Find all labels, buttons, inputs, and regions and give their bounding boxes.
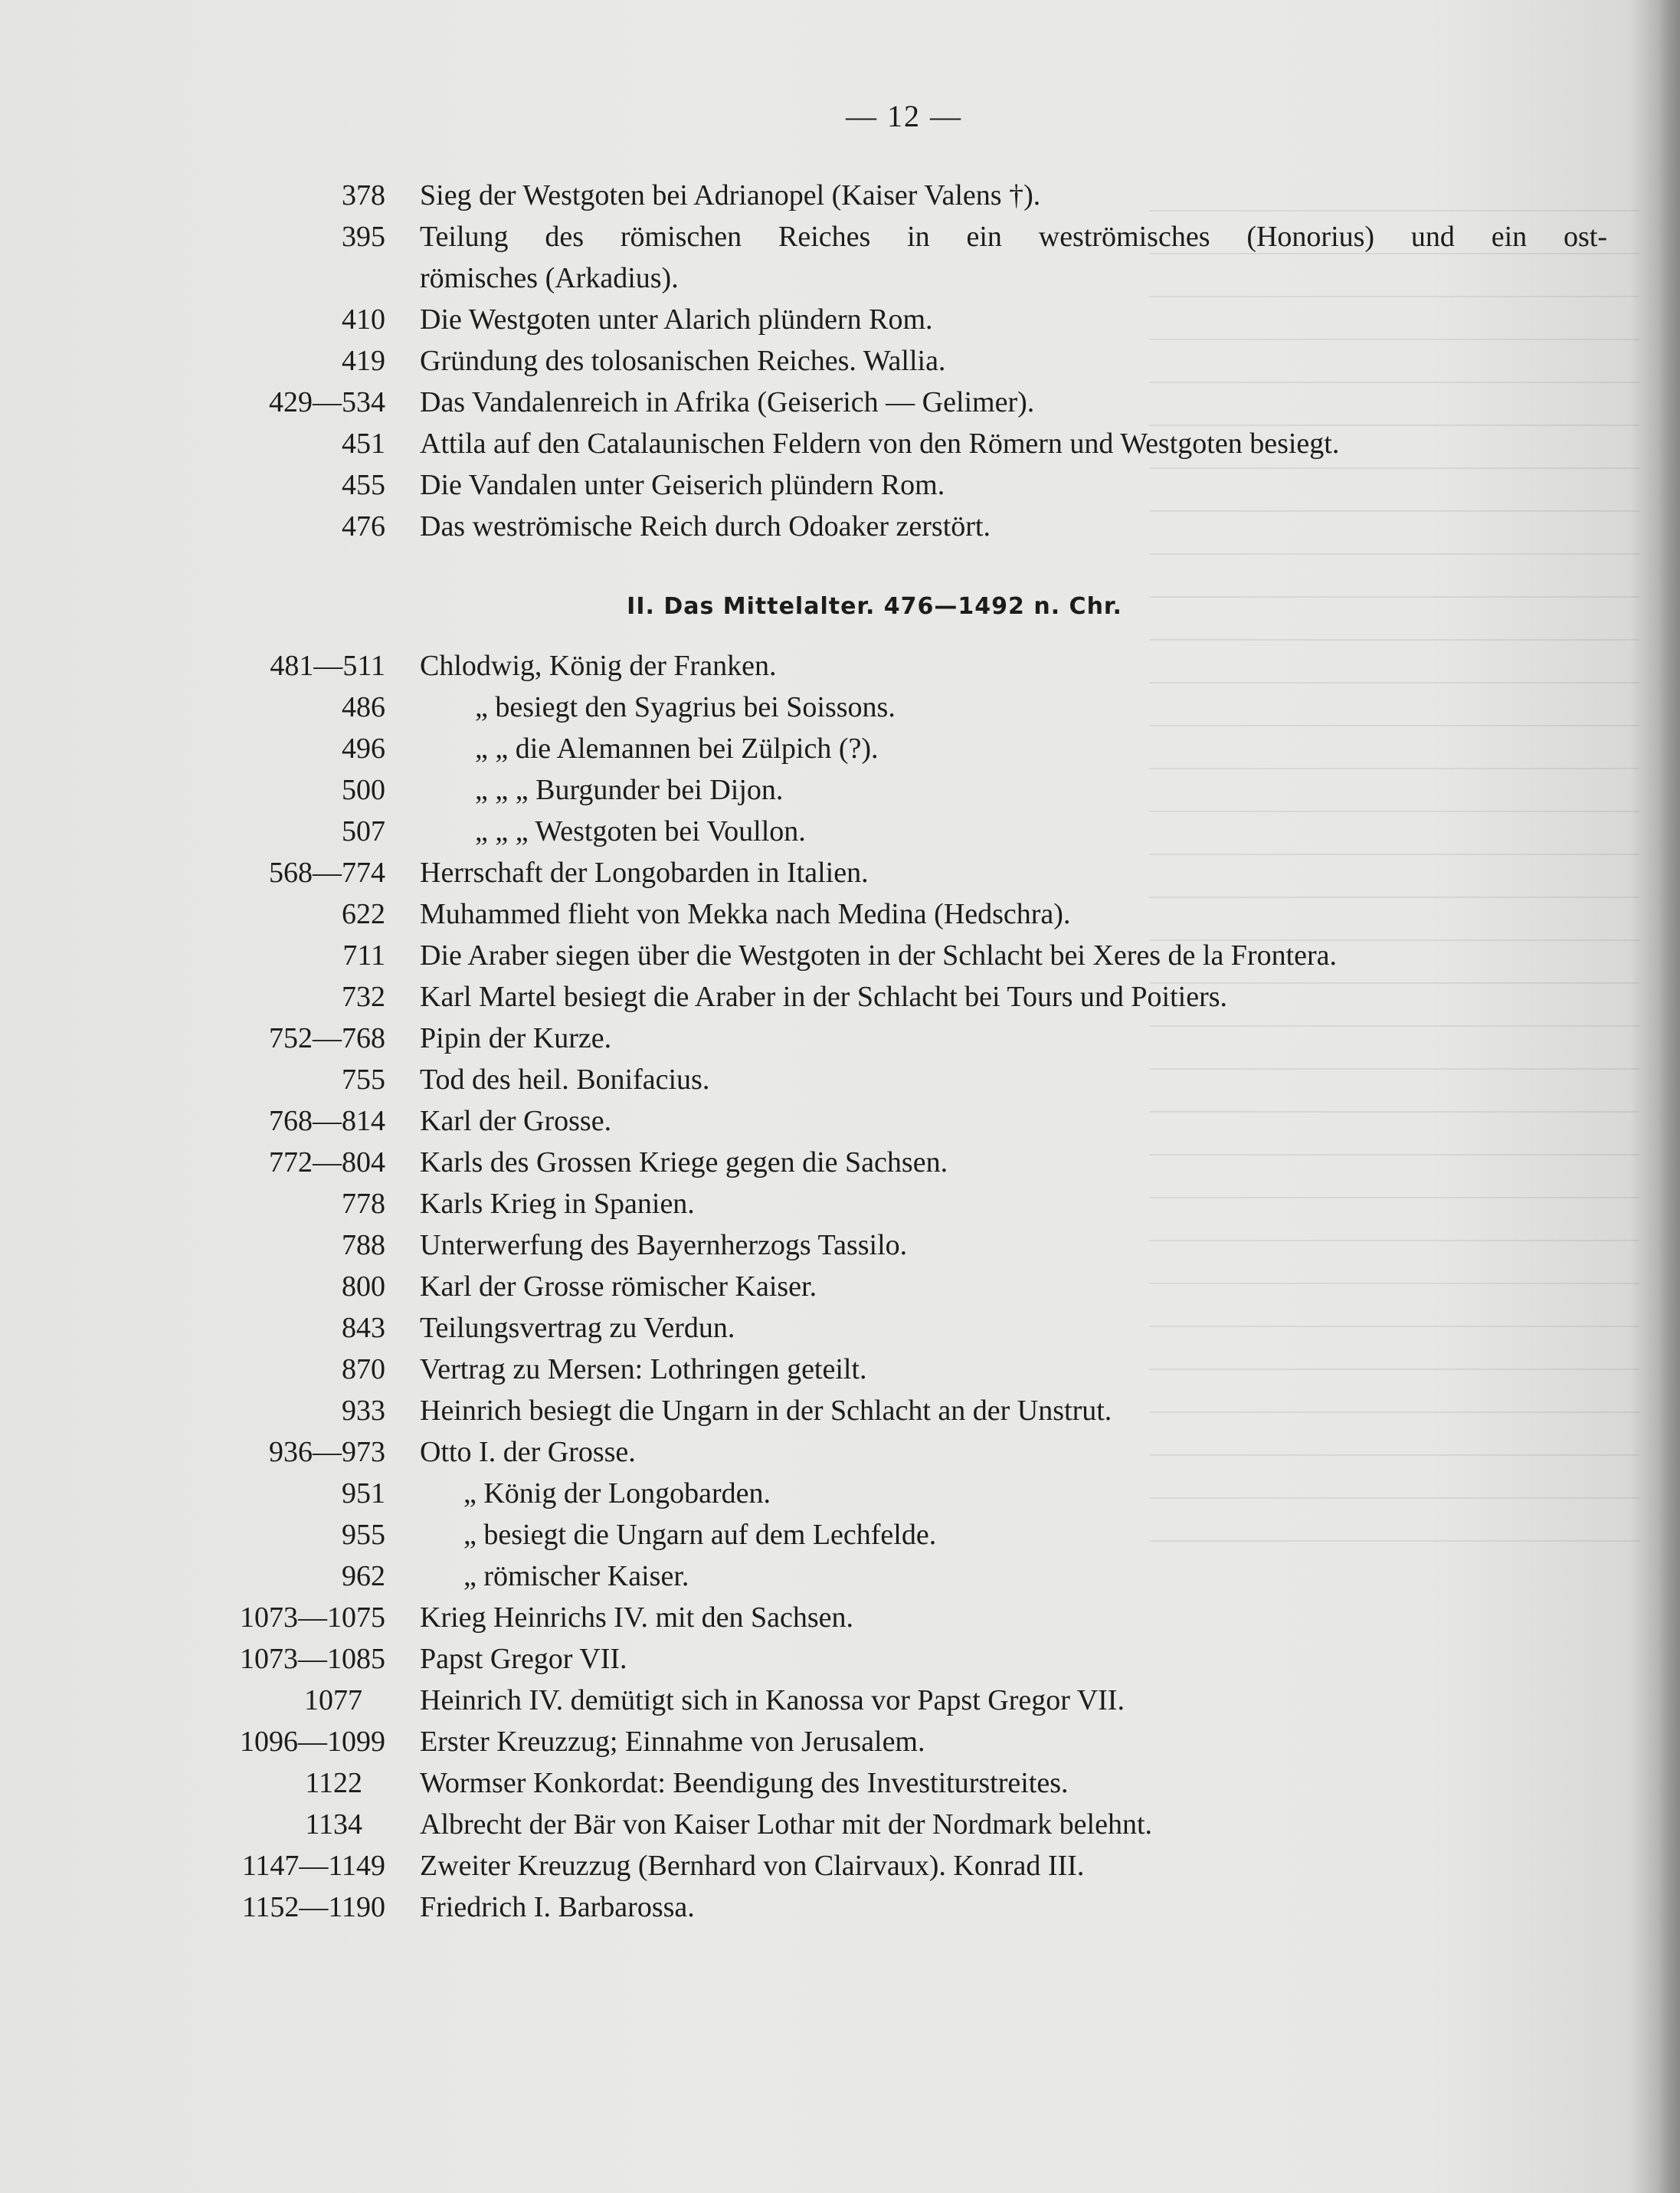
entry-text: Gründung des tolosanischen Reiches. Wallia. [420, 345, 946, 377]
entry-year: 476 [342, 510, 385, 543]
entry-text: Teilungsvertrag zu Verdun. [420, 1312, 735, 1344]
entry-year: 962 [342, 1560, 385, 1592]
entry-text: Karls des Grossen Kriege gegen die Sachsen. [420, 1146, 948, 1178]
entry-year: 481—511 [270, 650, 385, 682]
entry-text: „ besiegt den Syagrius bei Soissons. [475, 691, 896, 723]
entry-text: Muhammed flieht von Mekka nach Medina (Hedschra). [420, 898, 1071, 930]
chronology-entry [0, 299, 1680, 340]
chronology-entry [0, 1349, 1680, 1390]
chronology-entry [0, 893, 1680, 935]
entry-year: 936—973 [269, 1436, 385, 1468]
entry-text: Die Westgoten unter Alarich plündern Rom. [420, 303, 933, 336]
chronology-entry [0, 1183, 1680, 1224]
entry-year: 1073—1085 [240, 1643, 385, 1675]
chronology-entry [0, 1514, 1680, 1555]
chronology-entry [0, 1431, 1680, 1473]
entry-year: 496 [342, 733, 385, 765]
chronology-entry [0, 1059, 1680, 1100]
entry-text: „ „ die Alemannen bei Zülpich (?). [475, 733, 879, 765]
chronology-entry [0, 216, 1680, 257]
entry-text: Teilung des römischen Reiches in ein weströmisches (Honorius) und ein ost- [420, 221, 1607, 253]
entry-text: Das Vandalenreich in Afrika (Geiserich — Gelimer). [420, 386, 1035, 418]
chronology-entry [0, 1597, 1680, 1638]
chronology-entry [0, 687, 1680, 728]
entry-text: Heinrich IV. demütigt sich in Kanossa vor Papst Gregor VII. [420, 1684, 1125, 1716]
entry-year: 752—768 [269, 1022, 385, 1054]
entry-year: 1134 [305, 1808, 362, 1841]
entry-text: „ besiegt die Ungarn auf dem Lechfelde. [463, 1519, 937, 1551]
chronology-entry [0, 1680, 1680, 1721]
entry-text: Zweiter Kreuzzug (Bernhard von Clairvaux). Konrad III. [420, 1850, 1085, 1882]
entry-year: 378 [342, 179, 385, 211]
chronology-entry [0, 1142, 1680, 1183]
entry-text: Albrecht der Bär von Kaiser Lothar mit der Nordmark belehnt. [420, 1808, 1153, 1841]
entry-text: Friedrich I. Barbarossa. [420, 1891, 695, 1923]
entry-text: Die Vandalen unter Geiserich plündern Rom. [420, 469, 945, 501]
entry-text: Die Araber siegen über die Westgoten in der Schlacht bei Xeres de la Frontera. [420, 939, 1338, 972]
entry-year: 622 [342, 898, 385, 930]
entry-text: Tod des heil. Bonifacius. [420, 1064, 710, 1096]
chronology-entry [0, 728, 1680, 769]
entry-text: Papst Gregor VII. [420, 1643, 627, 1675]
entry-year: 419 [342, 345, 385, 377]
entry-year: 1147—1149 [241, 1850, 385, 1882]
entry-year: 429—534 [269, 386, 385, 418]
entry-year: 486 [342, 691, 385, 723]
chronology-entry [0, 645, 1680, 687]
entry-year: 410 [342, 303, 385, 336]
entry-year: 778 [342, 1188, 385, 1220]
chronology-entry [0, 382, 1680, 423]
chronology-entry [0, 1266, 1680, 1307]
chronology-entry [0, 935, 1680, 976]
chronology-entry [0, 1555, 1680, 1597]
entry-text: Herrschaft der Longobarden in Italien. [420, 857, 869, 889]
chronology-entry [0, 1224, 1680, 1266]
entry-text: Unterwerfung des Bayernherzogs Tassilo. [420, 1229, 908, 1261]
section-heading: II. Das Mittelalter. 476—1492 n. Chr. [627, 593, 1122, 620]
entry-text: römisches (Arkadius). [420, 262, 679, 294]
entry-text: „ „ „ Westgoten bei Voullon. [475, 815, 806, 847]
chronology-entry [0, 506, 1680, 547]
chronology-entry [0, 811, 1680, 852]
chronology-entry [0, 340, 1680, 382]
chronology-entry [0, 1887, 1680, 1928]
chronology-entry [0, 1018, 1680, 1059]
entry-text: Chlodwig, König der Franken. [420, 650, 777, 682]
chronology-entry [0, 1100, 1680, 1142]
chronology-entry [0, 1804, 1680, 1845]
chronology-entry [0, 1721, 1680, 1762]
entry-text: Karls Krieg in Spanien. [420, 1188, 695, 1220]
chronology-entry [0, 976, 1680, 1018]
chronology-entry [0, 1762, 1680, 1804]
entry-text: Heinrich besiegt die Ungarn in der Schlacht an der Unstrut. [420, 1395, 1112, 1427]
entry-year: 788 [342, 1229, 385, 1261]
entry-year: 1096—1099 [240, 1726, 385, 1758]
entry-text: „ König der Longobarden. [463, 1477, 771, 1510]
entry-text: Karl der Grosse. [420, 1105, 612, 1137]
entry-text: Sieg der Westgoten bei Adrianopel (Kaiser Valens †). [420, 179, 1041, 211]
chronology-entry [0, 464, 1680, 506]
entry-year: 568—774 [269, 857, 385, 889]
entry-year: 1122 [305, 1767, 362, 1799]
entry-year: 955 [342, 1519, 385, 1551]
entry-year: 711 [342, 939, 385, 972]
entry-text: Krieg Heinrichs IV. mit den Sachsen. [420, 1601, 854, 1634]
chronology-entry [0, 852, 1680, 893]
entry-text: Wormser Konkordat: Beendigung des Investiturstreites. [420, 1767, 1069, 1799]
entry-year: 772—804 [269, 1146, 385, 1178]
chronology-entry [0, 1845, 1680, 1887]
chronology-entry [0, 1390, 1680, 1431]
chronology-entry [0, 769, 1680, 811]
entry-year: 451 [342, 428, 385, 460]
entry-year: 732 [342, 981, 385, 1013]
entry-text: Pipin der Kurze. [420, 1022, 612, 1054]
entry-text: Karl der Grosse römischer Kaiser. [420, 1270, 817, 1303]
entry-year: 1077 [304, 1684, 362, 1716]
entry-text: Attila auf den Catalaunischen Feldern von den Römern und Westgoten besiegt. [420, 428, 1340, 460]
entry-year: 843 [342, 1312, 385, 1344]
entry-year: 800 [342, 1270, 385, 1303]
entry-text: Vertrag zu Mersen: Lothringen geteilt. [420, 1353, 867, 1385]
entry-text: Karl Martel besiegt die Araber in der Schlacht bei Tours und Poitiers. [420, 981, 1228, 1013]
entry-year: 870 [342, 1353, 385, 1385]
page-number: — 12 — [846, 99, 962, 133]
entry-year: 507 [342, 815, 385, 847]
entry-text: Das weströmische Reich durch Odoaker zerstört. [420, 510, 991, 543]
chronology-entry-continuation [0, 257, 1680, 299]
entry-year: 933 [342, 1395, 385, 1427]
entry-year: 455 [342, 469, 385, 501]
entry-year: 500 [342, 774, 385, 806]
entry-year: 1073—1075 [240, 1601, 385, 1634]
entry-text: Erster Kreuzzug; Einnahme von Jerusalem. [420, 1726, 925, 1758]
entry-year: 395 [342, 221, 385, 253]
chronology-entry [0, 423, 1680, 464]
entry-year: 755 [342, 1064, 385, 1096]
chronology-entry [0, 175, 1680, 216]
entry-text: Otto I. der Grosse. [420, 1436, 636, 1468]
chronology-entry [0, 1638, 1680, 1680]
entry-text: „ „ „ Burgunder bei Dijon. [475, 774, 784, 806]
entry-year: 1152—1190 [241, 1891, 385, 1923]
chronology-entry [0, 1307, 1680, 1349]
chronology-entry [0, 1473, 1680, 1514]
entry-year: 951 [342, 1477, 385, 1510]
entry-year: 768—814 [269, 1105, 385, 1137]
entry-text: „ römischer Kaiser. [463, 1560, 689, 1592]
